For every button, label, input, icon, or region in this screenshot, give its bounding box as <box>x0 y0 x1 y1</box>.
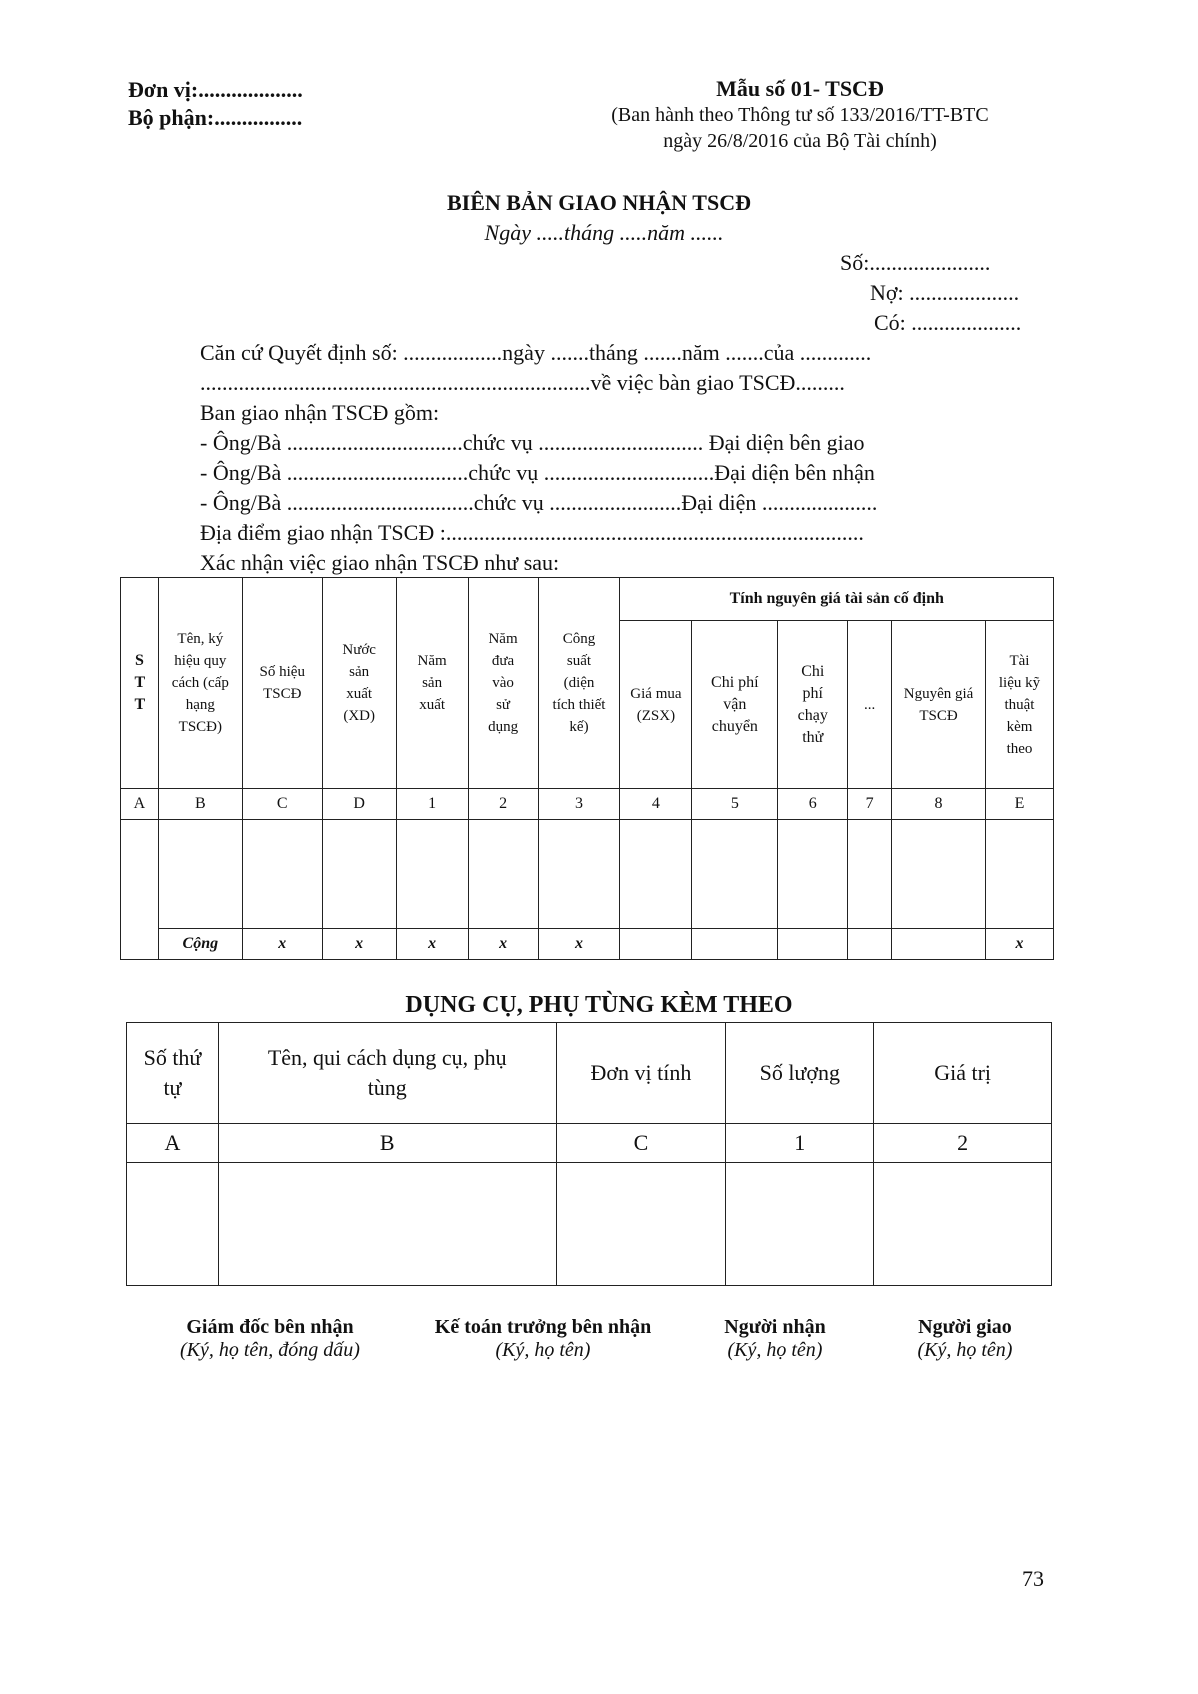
empty-cell <box>778 929 848 960</box>
code-cell: 8 <box>892 789 986 820</box>
credit-account: Có: .................... <box>874 310 1022 335</box>
code-cell: B <box>158 789 242 820</box>
empty-cell <box>127 1163 219 1286</box>
header-value: Giá trị <box>874 1023 1052 1124</box>
signature-role: Người nhận <box>724 1316 826 1338</box>
code-cell: C <box>242 789 322 820</box>
x-mark: x <box>985 929 1053 960</box>
empty-cell <box>556 1163 726 1286</box>
empty-cell <box>892 929 986 960</box>
table-row <box>127 1163 1052 1286</box>
unit-block <box>128 76 303 132</box>
unit-field: Đơn vị:................... <box>128 77 303 102</box>
code-cell: 3 <box>538 789 620 820</box>
tools-section-title: DỤNG CỤ, PHỤ TÙNG KÈM THEO <box>405 992 793 1018</box>
total-label: Cộng <box>158 929 242 960</box>
code-cell: E <box>985 789 1053 820</box>
empty-cell <box>468 820 538 929</box>
handover-reason-line: .......................................................................về việc bàn giao TSCĐ......... <box>200 370 845 395</box>
code-cell: 2 <box>468 789 538 820</box>
issued-line-2: ngày 26/8/2016 của Bộ Tài chính) <box>663 130 937 152</box>
signature-role: Người giao <box>918 1316 1012 1338</box>
x-mark: x <box>322 929 396 960</box>
signature-note: (Ký, họ tên) <box>917 1339 1013 1361</box>
group-original-cost: Tính nguyên giá tài sản cố định <box>620 578 1054 621</box>
col-year-used: Năm đưa vào sử dụng <box>468 578 538 789</box>
member-other-line: - Ông/Bà ..................................chức vụ ........................Đại diện ..................... <box>200 490 878 515</box>
empty-cell <box>892 820 986 929</box>
empty-cell <box>778 820 848 929</box>
empty-cell <box>538 820 620 929</box>
header-order: Số thứ tự <box>127 1023 219 1124</box>
empty-cell <box>158 820 242 929</box>
member-giver-line: - Ông/Bà ................................chức vụ .............................. Đại diện bên giao <box>200 430 865 455</box>
empty-cell <box>218 1163 556 1286</box>
col-trial: Chi phí chạy thử <box>778 621 848 789</box>
x-mark: x <box>242 929 322 960</box>
signature-role: Kế toán trưởng bên nhận <box>434 1316 652 1338</box>
confirmation-line: Xác nhận việc giao nhận TSCĐ như sau: <box>200 550 560 575</box>
empty-cell <box>121 820 159 960</box>
empty-cell <box>620 929 692 960</box>
table-row <box>121 820 1054 929</box>
col-transport: Chi phí vận chuyển <box>692 621 778 789</box>
empty-cell <box>692 820 778 929</box>
header-unit: Đơn vị tính <box>556 1023 726 1124</box>
empty-cell <box>985 820 1053 929</box>
empty-cell <box>848 820 892 929</box>
col-docs: Tài liệu kỹ thuật kèm theo <box>985 621 1053 789</box>
empty-cell <box>874 1163 1052 1286</box>
decision-line: Căn cứ Quyết định số: ..................ngày .......tháng .......năm .......của ............. <box>200 340 872 365</box>
code-cell: A <box>121 789 159 820</box>
empty-cell <box>692 929 778 960</box>
empty-cell <box>242 820 322 929</box>
x-mark: x <box>468 929 538 960</box>
committee-line: Ban giao nhận TSCĐ gồm: <box>200 400 440 425</box>
code-cell: 4 <box>620 789 692 820</box>
header-quantity: Số lượng <box>726 1023 874 1124</box>
x-mark: x <box>538 929 620 960</box>
department-field: Bộ phận:................ <box>128 105 303 130</box>
location-line: Địa điểm giao nhận TSCĐ :............................................................................ <box>200 520 864 545</box>
col-ellipsis: ... <box>848 621 892 789</box>
code-cell: D <box>322 789 396 820</box>
col-capacity: Công suất (diện tích thiết kế) <box>538 578 620 789</box>
signature-note: (Ký, họ tên, đóng dấu) <box>180 1339 360 1361</box>
empty-cell <box>848 929 892 960</box>
page-number: 73 <box>1022 1566 1044 1591</box>
col-serial: Số hiệu TSCĐ <box>242 578 322 789</box>
col-stt: S T T <box>121 578 159 789</box>
debit-account: Nợ: .................... <box>870 280 1020 305</box>
signature-role: Giám đốc bên nhận <box>186 1316 354 1338</box>
code-cell: C <box>556 1124 726 1163</box>
code-cell: 7 <box>848 789 892 820</box>
form-info <box>560 76 1040 154</box>
signature-note: (Ký, họ tên) <box>727 1339 823 1361</box>
date-line: Ngày .....tháng .....năm ...... <box>484 220 724 245</box>
empty-cell <box>726 1163 874 1286</box>
code-cell: 5 <box>692 789 778 820</box>
x-mark: x <box>396 929 468 960</box>
form-code: Mẫu số 01- TSCĐ <box>716 76 884 101</box>
code-cell: 6 <box>778 789 848 820</box>
code-cell: A <box>127 1124 219 1163</box>
col-country: Nước sản xuất (XD) <box>322 578 396 789</box>
empty-cell <box>322 820 396 929</box>
document-title: BIÊN BẢN GIAO NHẬN TSCĐ <box>447 190 751 215</box>
signature-receiver <box>700 1316 850 1362</box>
asset-table <box>120 577 1054 960</box>
col-price: Giá mua (ZSX) <box>620 621 692 789</box>
signature-giver <box>890 1316 1040 1362</box>
empty-cell <box>396 820 468 929</box>
col-year-made: Năm sản xuất <box>396 578 468 789</box>
code-cell: 2 <box>874 1124 1052 1163</box>
code-cell: B <box>218 1124 556 1163</box>
total-row <box>121 929 1054 960</box>
code-cell: 1 <box>396 789 468 820</box>
header-tool-name: Tên, qui cách dụng cụ, phụ tùng <box>218 1023 556 1124</box>
signature-chief-accountant <box>406 1316 680 1362</box>
col-original: Nguyên giá TSCĐ <box>892 621 986 789</box>
doc-number: Số:...................... <box>840 250 991 275</box>
signature-note: (Ký, họ tên) <box>495 1339 591 1361</box>
signature-director <box>140 1316 400 1362</box>
col-name: Tên, ký hiệu quy cách (cấp hạng TSCĐ) <box>158 578 242 789</box>
code-cell: 1 <box>726 1124 874 1163</box>
tools-table <box>126 1022 1052 1286</box>
empty-cell <box>620 820 692 929</box>
issued-line-1: (Ban hành theo Thông tư số 133/2016/TT-BTC <box>611 104 989 126</box>
member-receiver-line: - Ông/Bà .................................chức vụ ...............................Đại diện bên nhận <box>200 460 875 485</box>
